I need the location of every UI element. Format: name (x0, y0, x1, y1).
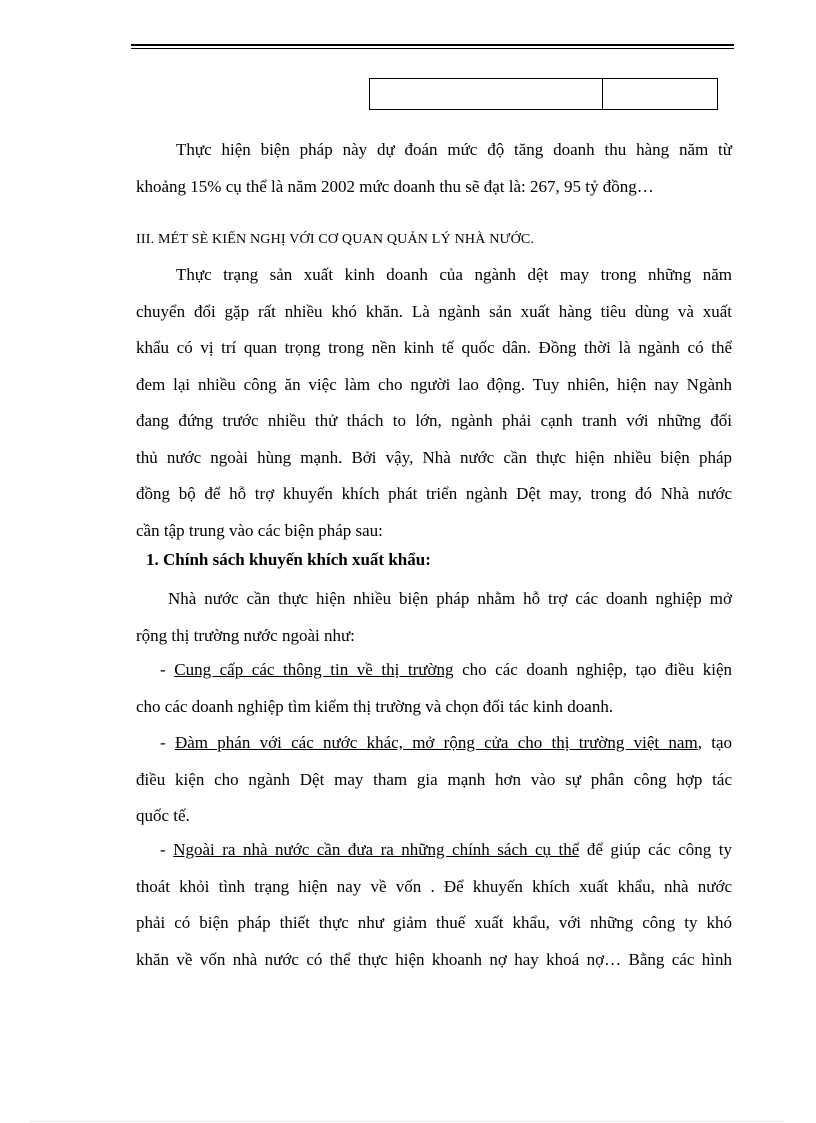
text-span: , tạo (697, 733, 732, 752)
underlined-text: Cung cấp các thông tin về thị trường (174, 660, 454, 679)
bullet-specific-policies (136, 832, 732, 978)
text-line: Thực hiện biện pháp này dự đoán mức độ tăng doanh thu hàng năm từ (176, 140, 732, 159)
table-cell (603, 79, 718, 110)
bullet-line (136, 832, 732, 869)
bullet-line (136, 725, 732, 762)
table-row (370, 79, 718, 110)
underlined-text: Ngoài ra nhà nước cần đưa ra những chính sách cụ thể (173, 840, 580, 859)
header-rule-thin (131, 48, 734, 49)
underlined-text: Đàm phán với các nước khác, mở rộng cửa cho thị trường việt nam (174, 733, 698, 752)
paragraph-state-measures (136, 581, 732, 654)
text-line: Thực trạng sản xuất kinh doanh của ngành dệt may trong những năm (176, 265, 732, 284)
bullet-dash: - (160, 660, 166, 679)
section-heading: III. MÉT SÈ KIẾN NGHỊ VỚI CƠ QUAN QUẢN LÝ NHÀ NƯỚC. (136, 232, 535, 247)
text-span: để giúp các công ty (586, 840, 733, 859)
paragraph-revenue-forecast (136, 132, 732, 205)
text-span: cho các doanh nghiệp, tạo điều kiện (462, 660, 732, 679)
text-line: thủ nước ngoài hùng mạnh. Bởi vậy, Nhà nước cần thực hiện nhiều biện pháp (136, 447, 732, 467)
text-line: khăn về vốn nhà nước có thể thực hiện khoanh nợ hay khoá nợ… Bằng các hình (136, 949, 732, 969)
text-line: chuyển đổi gặp rất nhiều khó khăn. Là ngành sản xuất hàng tiêu dùng và xuất (136, 301, 732, 321)
table-fragment (369, 78, 718, 110)
text-line: đồng bộ để hỗ trợ khuyến khích phát triển ngành Dệt may, trong đó Nhà nước (136, 484, 732, 503)
paragraph-industry-situation (136, 257, 732, 549)
text-line: đem lại nhiều công ăn việc làm cho người lao động. Tuy nhiên, hiện nay Ngành (136, 374, 732, 394)
text-line: phải có biện pháp thiết thực như giảm thuế xuất khẩu, với những công ty khó (136, 913, 732, 932)
text-line: thoát khỏi tình trạng hiện nay về vốn . Để khuyến khích xuất khẩu, nhà nước (136, 876, 732, 896)
text-line: Nhà nước cần thực hiện nhiều biện pháp nhằm hỗ trợ các doanh nghiệp mở (168, 589, 732, 608)
text-line: cần tập trung vào các biện pháp sau: (136, 520, 383, 540)
bullet-line (136, 652, 732, 689)
subheading-export-policy: 1. Chính sách khuyến khích xuất khẩu: (146, 550, 431, 569)
text-line: cho các doanh nghiệp tìm kiếm thị trường và chọn đối tác kinh doanh. (136, 696, 614, 716)
bullet-negotiation (136, 725, 732, 835)
table-cell (370, 79, 603, 110)
text-line: quốc tế. (136, 806, 190, 825)
header-rule-thick (131, 44, 734, 46)
bullet-dash: - (160, 733, 166, 752)
bullet-dash: - (160, 840, 166, 859)
text-line: khẩu có vị trí quan trọng trong nền kinh tế quốc dân. Đồng thời là ngành có thể (136, 338, 732, 357)
page-bottom-border (30, 1121, 786, 1122)
text-line: điều kiện cho ngành Dệt may tham gia mạnh hơn vào sự phân công hợp tác (136, 769, 732, 789)
bullet-market-info (136, 652, 732, 725)
text-line: rộng thị trường nước ngoài như: (136, 625, 355, 645)
text-line: đang đứng trước nhiều thử thách to lớn, ngành phải cạnh tranh với những đối (136, 411, 732, 430)
text-line: khoảng 15% cụ thể là năm 2002 mức doanh thu sẽ đạt là: 267, 95 tỷ đồng… (136, 176, 654, 196)
